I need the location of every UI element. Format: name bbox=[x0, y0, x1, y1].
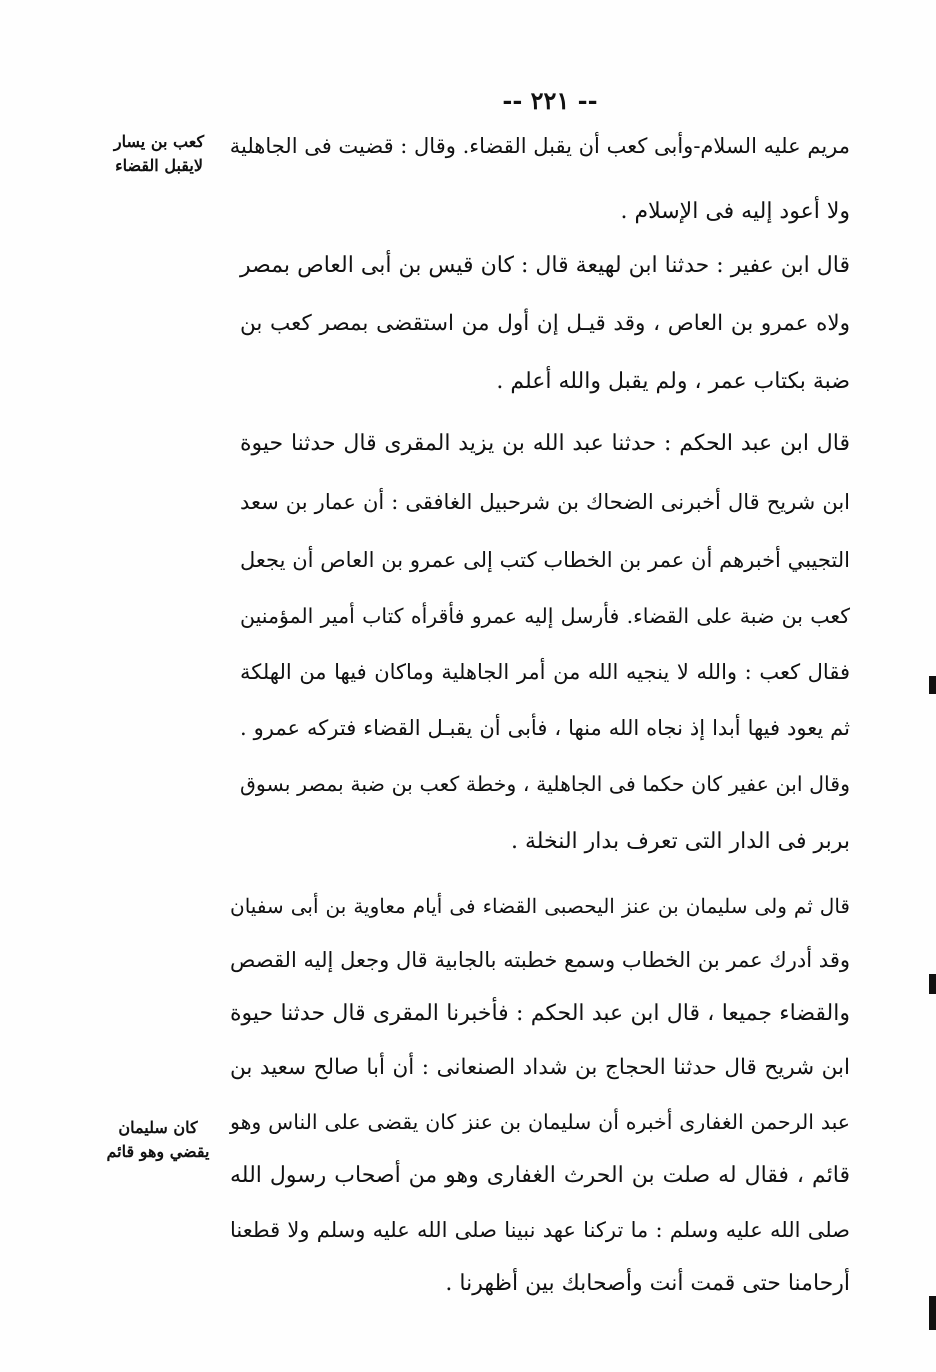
text-line: ولا أعود إليه فى الإسلام . bbox=[620, 199, 850, 224]
text-line: وقد أدرك عمر بن الخطاب وسمع خطبته بالجابية قال وجعل إليه القصص bbox=[230, 948, 850, 972]
text-line: بربر فى الدار التى تعرف بدار النخلة . bbox=[510, 829, 850, 854]
text-line: ثم يعود فيها أبدا إذ نجاه الله منها ، فأبى أن يقبـل القضاء فتركه عمرو . bbox=[240, 716, 850, 740]
text-line: قال ابن عبد الحكم : حدثنا عبد الله بن يزيد المقرى قال حدثنا حيوة bbox=[240, 431, 850, 456]
edge-mark bbox=[929, 676, 936, 694]
text-line: والقضاء جميعا ، قال ابن عبد الحكم : فأخبرنا المقرى قال حدثنا حيوة bbox=[230, 1001, 850, 1026]
margin-note bbox=[100, 1116, 216, 1164]
margin-note-line: يقضي وهو قائم bbox=[106, 1142, 210, 1161]
text-line: عبد الرحمن الغفارى أخبره أن سليمان بن عنز كان يقضى على الناس وهو bbox=[230, 1110, 850, 1134]
text-line: التجيبي أخبرهم أن عمر بن الخطاب كتب إلى عمرو بن العاص أن يجعل bbox=[240, 548, 850, 572]
edge-mark bbox=[929, 1296, 936, 1330]
text-line: أرحامنا حتى قمت أنت وأصحابك بين أظهرنا . bbox=[445, 1271, 850, 1296]
text-line: قائم ، فقال له صلت بن الحرث الغفارى وهو من أصحاب رسول الله bbox=[230, 1163, 850, 1188]
text-line: وقال ابن عفير كان حكما فى الجاهلية ، وخطة كعب بن ضبة بمصر بسوق bbox=[240, 772, 850, 796]
page-number: -- ٢٢١ -- bbox=[502, 86, 598, 115]
text-line: صلى الله عليه وسلم : ما تركنا عهد نبينا صلى الله عليه وسلم ولا قطعنا bbox=[230, 1218, 850, 1242]
margin-note-line: كعب بن يسار bbox=[113, 132, 205, 151]
margin-note bbox=[104, 130, 214, 178]
text-line: ابن شريح قال حدثنا الحجاج بن شداد الصنعانى : أن أبا صالح سعيد بن bbox=[230, 1055, 850, 1080]
text-line: ابن شريح قال أخبرنى الضحاك بن شرحبيل الغافقى : أن عمار بن سعد bbox=[240, 490, 850, 514]
text-line: مريم عليه السلام-وأبى كعب أن يقبل القضاء. وقال : قضيت فى الجاهلية bbox=[229, 134, 850, 158]
text-line: فقال كعب : والله لا ينجيه الله من أمر الجاهلية وماكان فيها من الهلكة bbox=[240, 660, 850, 684]
text-line: ضبة بكتاب عمر ، ولم يقبل والله أعلم . bbox=[496, 369, 850, 394]
text-line: ولاه عمرو بن العاص ، وقد قيـل إن أول من استقضى بمصر كعب بن bbox=[240, 311, 850, 336]
text-line: قال ابن عفير : حدثنا ابن لهيعة قال : كان قيس بن أبى العاص بمصر bbox=[240, 253, 850, 278]
text-line: كعب بن ضبة على القضاء. فأرسل إليه عمرو فأقرأه كتاب أمير المؤمنين bbox=[240, 604, 850, 628]
margin-note-line: لايقبل القضاء bbox=[115, 156, 203, 175]
text-line: قال ثم ولى سليمان بن عنز اليحصبى القضاء فى أيام معاوية بن أبى سفيان bbox=[230, 894, 850, 918]
edge-mark bbox=[929, 974, 936, 994]
margin-note-line: كان سليمان bbox=[118, 1118, 198, 1137]
